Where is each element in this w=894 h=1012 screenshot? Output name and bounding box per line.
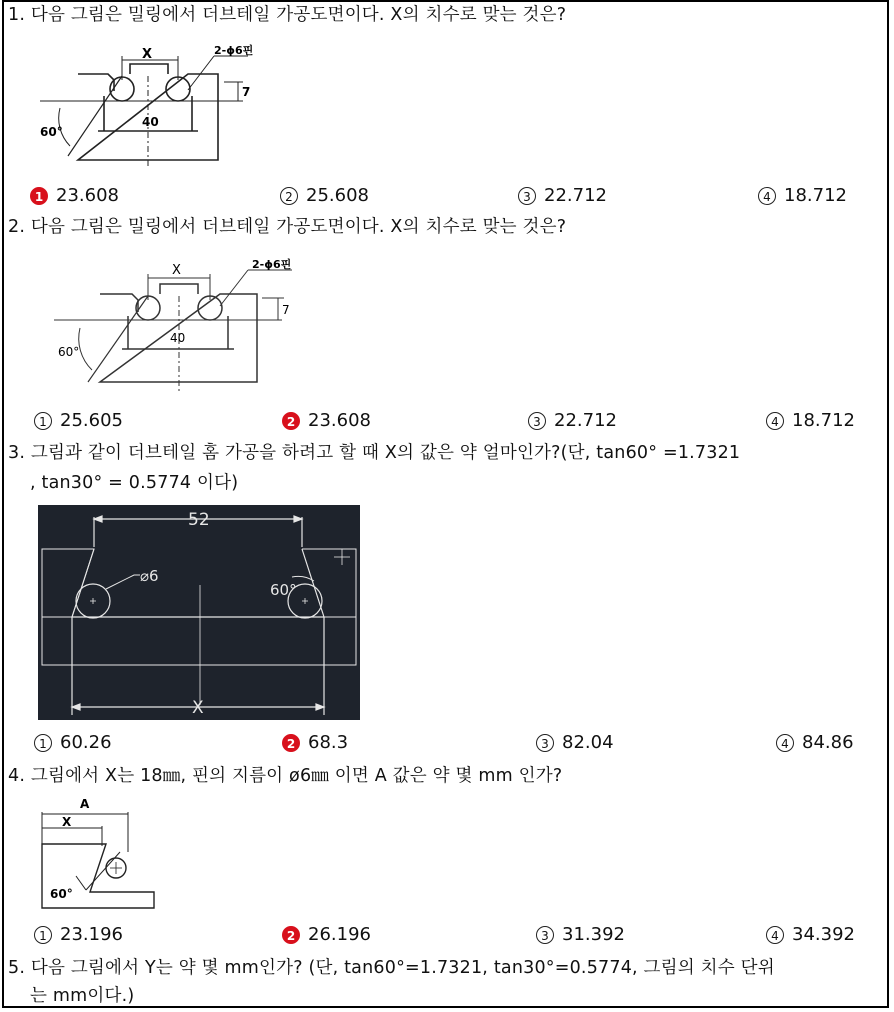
question-4-figure (36, 796, 160, 914)
q3-option-1[interactable]: 1 60.26 (34, 731, 112, 755)
answer-marker: 1 (30, 187, 48, 205)
answer-marker: 2 (282, 734, 300, 752)
question-1-figure (38, 36, 268, 168)
question-1-text: 1. 다음 그림은 밀링에서 더브테일 가공도면이다. X의 치수로 맞는 것은? (8, 5, 567, 25)
option-marker: 2 (280, 187, 298, 205)
question-2-text: 2. 다음 그림은 밀링에서 더브테일 가공도면이다. X의 치수로 맞는 것은? (8, 217, 567, 237)
q3-option-2[interactable]: 2 68.3 (282, 731, 348, 755)
svg-text:X: X (62, 815, 72, 829)
q3-option-4[interactable]: 4 84.86 (776, 731, 854, 755)
answer-marker: 2 (282, 412, 300, 430)
svg-text:40: 40 (142, 115, 159, 129)
question-3-text-line2: , tan30° = 0.5774 이다) (30, 473, 239, 493)
q1-option-3[interactable]: 3 22.712 (518, 184, 607, 208)
answer-marker: 2 (282, 926, 300, 944)
svg-text:40: 40 (170, 331, 186, 345)
question-4-text: 4. 그림에서 X는 18㎜, 핀의 지름이 ø6㎜ 이면 A 값은 약 몇 mm 인가? (8, 766, 563, 786)
q1-option-4[interactable]: 4 18.712 (758, 184, 847, 208)
option-marker: 4 (776, 734, 794, 752)
option-marker: 3 (518, 187, 536, 205)
svg-text:A: A (80, 797, 90, 811)
svg-text:X: X (192, 698, 204, 718)
q1-option-2[interactable]: 2 25.608 (280, 184, 369, 208)
q2-option-2[interactable]: 2 23.608 (282, 409, 371, 433)
question-3-cad-figure (38, 505, 360, 720)
q3-option-3[interactable]: 3 82.04 (536, 731, 614, 755)
q1-option-1[interactable]: 1 23.608 (30, 184, 119, 208)
svg-text:X: X (142, 47, 153, 62)
option-marker: 1 (34, 926, 52, 944)
option-marker: 4 (766, 926, 784, 944)
q4-option-3[interactable]: 3 31.392 (536, 923, 625, 947)
question-3-text-line1: 3. 그림과 같이 더브테일 홈 가공을 하려고 할 때 X의 값은 약 얼마인가?(단, tan60° =1.7321 (8, 443, 741, 463)
option-marker: 3 (536, 926, 554, 944)
svg-text:X: X (172, 263, 181, 278)
q4-option-4[interactable]: 4 34.392 (766, 923, 855, 947)
q2-option-3[interactable]: 3 22.712 (528, 409, 617, 433)
svg-text:60°: 60° (270, 581, 297, 599)
option-marker: 1 (34, 412, 52, 430)
q4-option-2[interactable]: 2 26.196 (282, 923, 371, 947)
option-marker: 3 (536, 734, 554, 752)
q2-option-4[interactable]: 4 18.712 (766, 409, 855, 433)
option-marker: 4 (758, 187, 776, 205)
svg-text:7: 7 (282, 303, 290, 317)
svg-text:60°: 60° (40, 125, 63, 139)
svg-text:7: 7 (242, 85, 251, 99)
svg-text:60°: 60° (50, 887, 73, 901)
svg-text:60°: 60° (58, 345, 80, 359)
svg-text:52: 52 (188, 510, 210, 530)
svg-text:2-ϕ6핀: 2-ϕ6핀 (252, 258, 292, 271)
option-marker: 4 (766, 412, 784, 430)
svg-text:2-ϕ6핀: 2-ϕ6핀 (214, 44, 254, 57)
svg-text:⌀6: ⌀6 (140, 567, 159, 585)
option-marker: 3 (528, 412, 546, 430)
option-marker: 1 (34, 734, 52, 752)
question-5-text-line1: 5. 다음 그림에서 Y는 약 몇 mm인가? (단, tan60°=1.7321, tan30°=0.5774, 그림의 치수 단위 (8, 958, 775, 978)
q2-option-1[interactable]: 1 25.605 (34, 409, 123, 433)
question-2-figure (52, 254, 302, 394)
question-5-text-line2: 는 mm이다.) (30, 986, 135, 1006)
q4-option-1[interactable]: 1 23.196 (34, 923, 123, 947)
